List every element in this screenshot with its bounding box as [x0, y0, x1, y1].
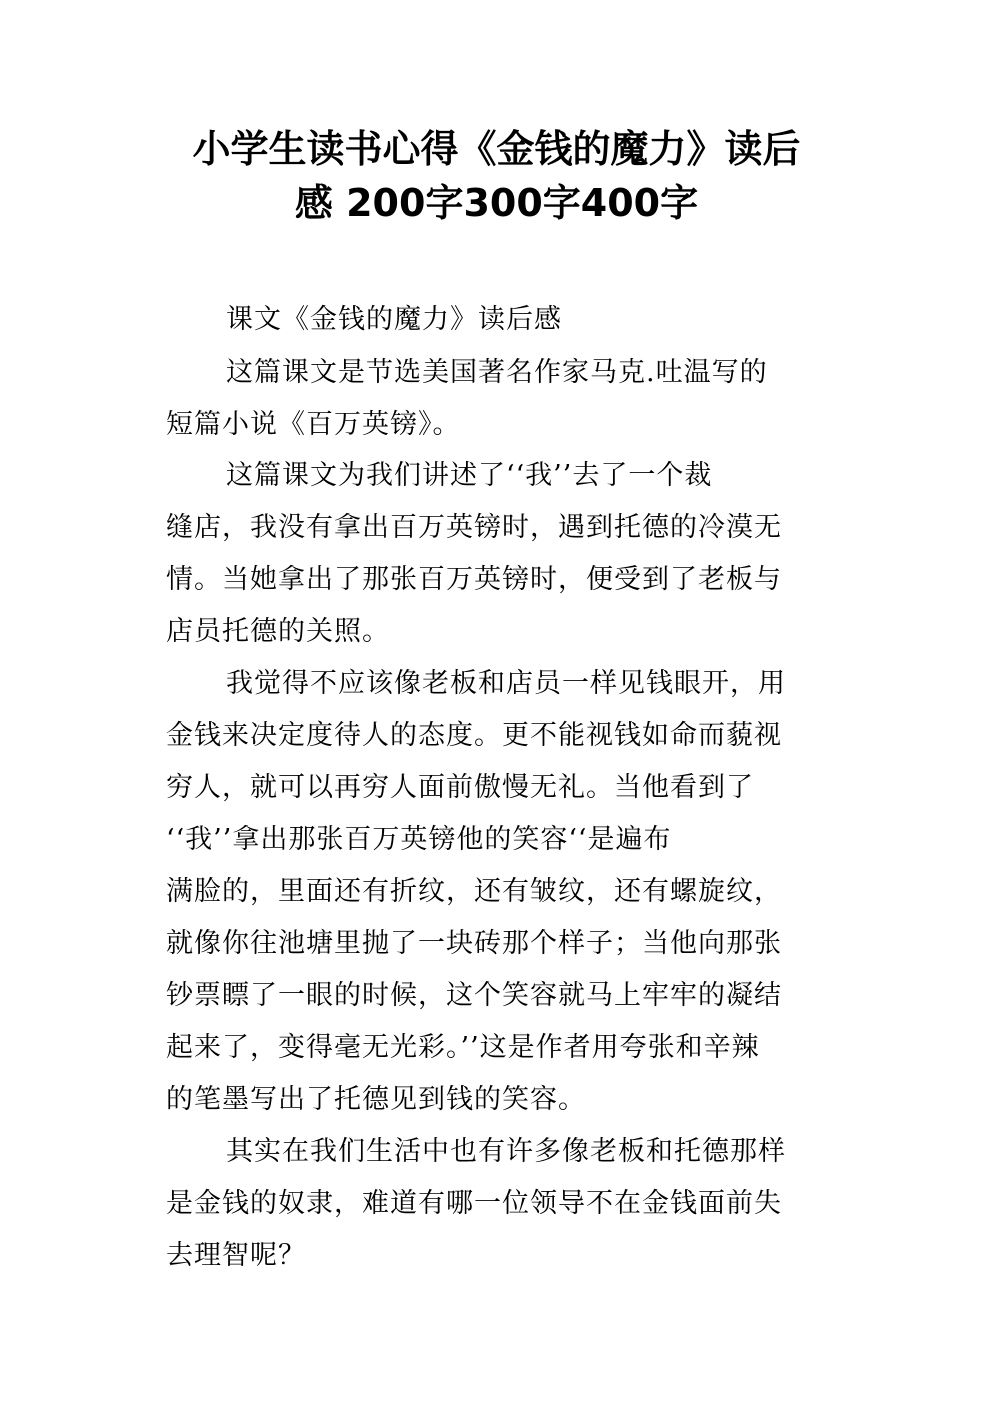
- paragraph-line: 情。当她拿出了那张百万英镑时，便受到了老板与: [166, 564, 782, 595]
- paragraph-line: 就像你往池塘里抛了一块砖那个样子；当他向那张: [166, 928, 782, 959]
- paragraph-line: 这篇课文为我们讲述了‘‘我’’去了一个裁: [226, 460, 713, 491]
- paragraph-line: 缝店，我没有拿出百万英镑时，遇到托德的冷漠无: [166, 512, 782, 543]
- paragraph-line: 店员托德的关照。: [166, 616, 390, 647]
- paragraph-line: 满脸的，里面还有折纹，还有皱纹，还有螺旋纹，: [166, 876, 782, 907]
- document-title-line-2: 感 200字300字400字: [294, 181, 699, 225]
- document-title-line-1: 小学生读书心得《金钱的魔力》读后: [192, 127, 801, 171]
- paragraph-subtitle: 课文《金钱的魔力》读后感: [226, 304, 562, 335]
- paragraph-line: 我觉得不应该像老板和店员一样见钱眼开，用: [226, 668, 786, 699]
- paragraph-line: 是金钱的奴隶，难道有哪一位领导不在金钱面前失: [166, 1188, 782, 1219]
- paragraph-line: 金钱来决定度待人的态度。更不能视钱如命而藐视: [166, 720, 782, 751]
- paragraph-line: 短篇小说《百万英镑》。: [166, 409, 461, 440]
- paragraph-line: ‘‘我’’拿出那张百万英镑他的笑容‘‘是遍布: [166, 824, 672, 855]
- paragraph-line: 其实在我们生活中也有许多像老板和托德那样: [226, 1136, 786, 1167]
- paragraph-line: 起来了，变得毫无光彩。’’这是作者用夸张和辛辣: [166, 1032, 760, 1063]
- paragraph-line: 去理智呢？: [166, 1240, 306, 1271]
- paragraph-line: 这篇课文是节选美国著名作家马克.吐温写的: [226, 357, 768, 388]
- paragraph-line: 的笔墨写出了托德见到钱的笑容。: [166, 1084, 586, 1115]
- paragraph-line: 穷人，就可以再穷人面前傲慢无礼。当他看到了: [166, 772, 754, 803]
- paragraph-line: 钞票瞟了一眼的时候，这个笑容就马上牢牢的凝结: [166, 980, 782, 1011]
